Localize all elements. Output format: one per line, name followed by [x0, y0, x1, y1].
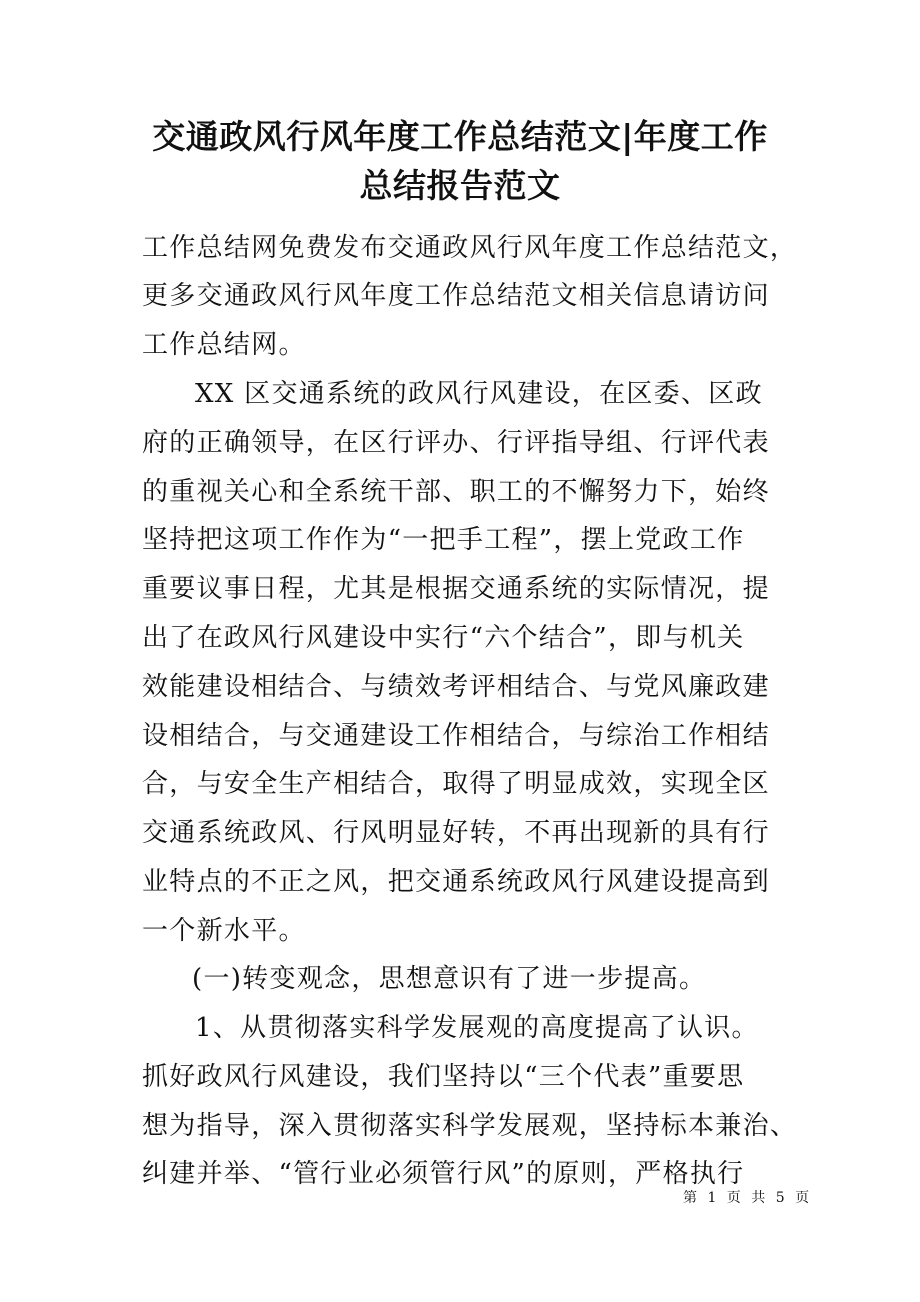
body-line-3: 工作总结网。 — [142, 330, 306, 360]
body-line-7: 坚持把这项工作作为“一把手工程”，摆上党政工作 — [142, 525, 745, 555]
body-line-18: 抓好政风行风建设，我们坚持以“三个代表”重要思 — [142, 1062, 745, 1092]
body-line-9: 出了在政风行风建设中实行“六个结合”，即与机关 — [142, 623, 745, 653]
body-line-16: (一)转变观念，思想意识有了进一步提高。 — [192, 964, 707, 994]
body-line-6: 的重视关心和全系统干部、职工的不懈努力下，始终 — [142, 477, 770, 507]
body-line-19: 想为指导，深入贯彻落实科学发展观，坚持标本兼治、 — [142, 1111, 798, 1141]
body-line-1: 工作总结网免费发布交通政风行风年度工作总结范文， — [142, 233, 798, 263]
body-line-11: 设相结合，与交通建设工作相结合，与综治工作相结 — [142, 721, 770, 751]
body-line-15: 一个新水平。 — [142, 916, 306, 946]
document-title-line-2: 总结报告范文 — [359, 166, 561, 205]
body-line-8: 重要议事日程，尤其是根据交通系统的实际情况，提 — [142, 574, 770, 604]
body-line-10: 效能建设相结合、与绩效考评相结合、与党风廉政建 — [142, 672, 770, 702]
body-line-17: 1、从贯彻落实科学发展观的高度提高了认识。 — [195, 1013, 759, 1043]
body-line-5: 府的正确领导，在区行评办、行评指导组、行评代表 — [142, 428, 770, 458]
body-line-2: 更多交通政风行风年度工作总结范文相关信息请访问 — [142, 281, 770, 311]
document-title-line-1: 交通政风行风年度工作总结范文|年度工作 — [152, 117, 768, 156]
body-line-13: 交通系统政风、行风明显好转，不再出现新的具有行 — [142, 818, 770, 848]
body-line-14: 业特点的不正之风，把交通系统政风行风建设提高到 — [142, 867, 770, 897]
page-number-footer: 第 1 页 共 5 页 — [683, 1190, 813, 1206]
body-line-12: 合，与安全生产相结合，取得了明显成效，实现全区 — [142, 769, 770, 799]
body-line-4: XX 区交通系统的政风行风建设，在区委、区政 — [195, 379, 763, 409]
body-line-20: 纠建并举、“管行业必须管行风”的原则，严格执行 — [142, 1159, 745, 1189]
